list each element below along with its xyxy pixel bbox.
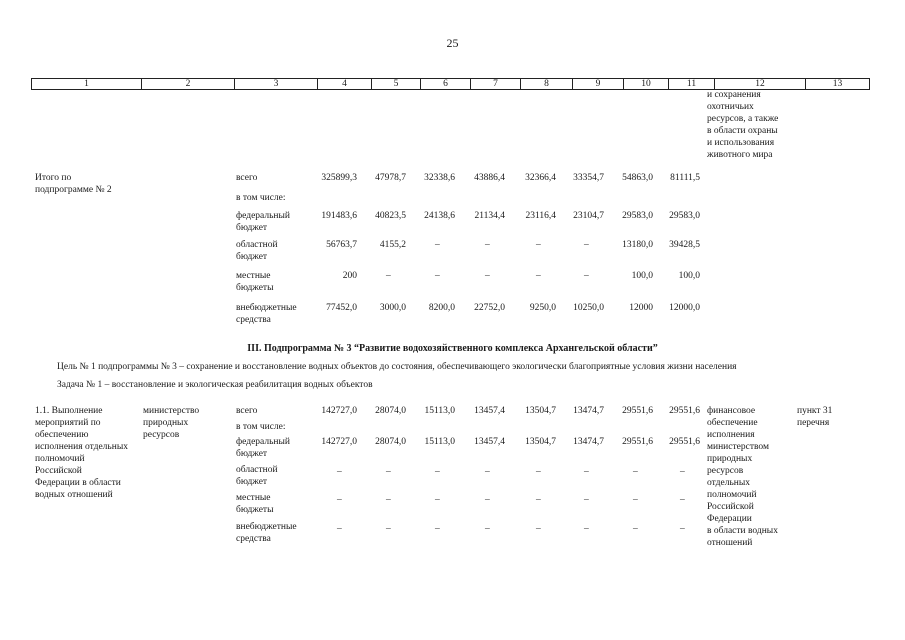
value-cell: 10250,0 — [573, 303, 604, 313]
value-cell: 12000,0 — [669, 303, 700, 313]
value-cell: 13504,7 — [525, 437, 556, 447]
value-cell: – — [485, 271, 490, 281]
value-cell: 3000,0 — [379, 303, 406, 313]
value-cell: 191483,6 — [321, 211, 357, 221]
value-cell: 13457,4 — [474, 406, 505, 416]
value-cell: 29551,6 — [622, 406, 653, 416]
value-cell: 43886,4 — [474, 173, 505, 183]
reference-line: пункт 31 — [797, 406, 833, 416]
carryover-line: в области охраны — [707, 126, 778, 136]
value-cell: – — [584, 240, 589, 250]
value-cell: 39428,5 — [669, 240, 700, 250]
value-cell: 47978,7 — [375, 173, 406, 183]
column-number: 2 — [142, 79, 235, 90]
value-cell: – — [435, 240, 440, 250]
measure-name-line: Российской — [35, 466, 82, 476]
funding-source-label: бюджеты — [236, 505, 274, 515]
value-cell: 22752,0 — [474, 303, 505, 313]
measure-name-line: обеспечению — [35, 430, 89, 440]
value-cell: – — [435, 467, 440, 477]
value-cell: 200 — [342, 271, 357, 281]
value-cell: – — [337, 495, 342, 505]
value-cell: – — [485, 240, 490, 250]
carryover-line: охотничьих — [707, 102, 754, 112]
value-cell: 13180,0 — [622, 240, 653, 250]
column-number-header — [31, 78, 870, 90]
measure-name-line: водных отношений — [35, 490, 113, 500]
carryover-line: и сохранения — [707, 90, 761, 100]
section-heading: III. Подпрограмма № 3 “Развитие водохозяйственного комплекса Архангельской области” — [247, 343, 658, 354]
funding-source-label: бюджет — [236, 477, 268, 487]
task-text: Задача № 1 – восстановление и экологическая реабилитация водных объектов — [57, 380, 373, 390]
funding-source-label: средства — [236, 534, 271, 544]
measure-name-line: Федерации в области — [35, 478, 121, 488]
value-cell: 100,0 — [678, 271, 700, 281]
value-cell: 13474,7 — [573, 406, 604, 416]
funding-source-label: в том числе: — [236, 422, 286, 432]
value-cell: – — [435, 524, 440, 534]
value-cell: 29551,6 — [622, 437, 653, 447]
value-cell: 81111,5 — [670, 173, 700, 183]
value-cell: 56763,7 — [326, 240, 357, 250]
measure-executor-line: ресурсов — [143, 430, 180, 440]
value-cell: 23104,7 — [573, 211, 604, 221]
expected-result-line: обеспечение — [707, 418, 758, 428]
value-cell: 8200,0 — [428, 303, 455, 313]
value-cell: 32338,6 — [424, 173, 455, 183]
value-cell: 40823,5 — [375, 211, 406, 221]
value-cell: 77452,0 — [326, 303, 357, 313]
funding-source-label: местные — [236, 271, 271, 281]
value-cell: – — [584, 467, 589, 477]
measure-executor-line: природных — [143, 418, 189, 428]
carryover-line: ресурсов, а также — [707, 114, 779, 124]
carryover-line: и использования — [707, 138, 775, 148]
expected-result-line: Российской — [707, 502, 754, 512]
value-cell: 24138,6 — [424, 211, 455, 221]
value-cell: 15113,0 — [424, 437, 455, 447]
funding-source-label: средства — [236, 315, 271, 325]
value-cell: – — [386, 467, 391, 477]
funding-source-label: федеральный — [236, 211, 290, 221]
funding-source-label: бюджет — [236, 449, 268, 459]
column-number: 8 — [521, 79, 573, 90]
value-cell: 29583,0 — [622, 211, 653, 221]
column-number: 10 — [624, 79, 669, 90]
value-cell: – — [337, 467, 342, 477]
funding-source-label: местные — [236, 493, 271, 503]
value-cell: 13474,7 — [573, 437, 604, 447]
carryover-line: животного мира — [707, 150, 773, 160]
value-cell: – — [680, 524, 685, 534]
value-cell: – — [386, 524, 391, 534]
value-cell: – — [337, 524, 342, 534]
column-number: 3 — [235, 79, 318, 90]
value-cell: – — [536, 271, 541, 281]
measure-name-line: мероприятий по — [35, 418, 101, 428]
funding-source-label: в том числе: — [236, 193, 286, 203]
funding-source-label: всего — [236, 406, 258, 416]
value-cell: – — [536, 467, 541, 477]
value-cell: 4155,2 — [379, 240, 406, 250]
value-cell: 29551,6 — [669, 437, 700, 447]
value-cell: – — [435, 271, 440, 281]
value-cell: 12000 — [629, 303, 653, 313]
funding-source-label: федеральный — [236, 437, 290, 447]
value-cell: – — [485, 467, 490, 477]
measure-name-line: 1.1. Выполнение — [35, 406, 103, 416]
value-cell: – — [435, 495, 440, 505]
value-cell: – — [633, 467, 638, 477]
subtotal-label-line: Итого по — [35, 173, 72, 183]
value-cell: – — [485, 495, 490, 505]
funding-source-label: всего — [236, 173, 258, 183]
value-cell: 325899,3 — [321, 173, 357, 183]
column-number: 9 — [573, 79, 624, 90]
value-cell: 32366,4 — [525, 173, 556, 183]
value-cell: 28074,0 — [375, 437, 406, 447]
value-cell: 21134,4 — [474, 211, 505, 221]
column-number: 7 — [471, 79, 521, 90]
value-cell: – — [536, 240, 541, 250]
funding-source-label: областной — [236, 240, 278, 250]
value-cell: 13504,7 — [525, 406, 556, 416]
expected-result-line: исполнения — [707, 430, 755, 440]
funding-source-label: областной — [236, 465, 278, 475]
reference-line: перечня — [797, 418, 830, 428]
column-number: 4 — [318, 79, 372, 90]
column-number: 6 — [421, 79, 471, 90]
value-cell: – — [633, 524, 638, 534]
funding-source-label: бюджет — [236, 252, 268, 262]
column-number: 11 — [669, 79, 715, 90]
expected-result-line: отдельных — [707, 478, 750, 488]
expected-result-line: ресурсов — [707, 466, 744, 476]
funding-source-label: внебюджетные — [236, 303, 297, 313]
value-cell: – — [633, 495, 638, 505]
funding-source-label: бюджеты — [236, 283, 274, 293]
column-number: 5 — [372, 79, 421, 90]
value-cell: – — [536, 524, 541, 534]
expected-result-line: в области водных — [707, 526, 778, 536]
measure-executor-line: министерство — [143, 406, 200, 416]
column-number: 12 — [715, 79, 806, 90]
value-cell: – — [584, 524, 589, 534]
value-cell: – — [680, 495, 685, 505]
subtotal-label-line: подпрограмме № 2 — [35, 185, 112, 195]
expected-result-line: полномочий — [707, 490, 757, 500]
value-cell: – — [386, 495, 391, 505]
measure-name-line: полномочий — [35, 454, 85, 464]
value-cell: 13457,4 — [474, 437, 505, 447]
value-cell: 100,0 — [631, 271, 653, 281]
value-cell: 29583,0 — [669, 211, 700, 221]
value-cell: – — [584, 495, 589, 505]
expected-result-line: финансовое — [707, 406, 756, 416]
page-number: 25 — [446, 36, 459, 50]
value-cell: 9250,0 — [529, 303, 556, 313]
value-cell: – — [584, 271, 589, 281]
funding-source-label: внебюджетные — [236, 522, 297, 532]
value-cell: – — [485, 524, 490, 534]
expected-result-line: Федерации — [707, 514, 752, 524]
value-cell: 15113,0 — [424, 406, 455, 416]
value-cell: 29551,6 — [669, 406, 700, 416]
value-cell: 142727,0 — [321, 437, 357, 447]
column-number: 1 — [32, 79, 142, 90]
measure-name-line: исполнения отдельных — [35, 442, 128, 452]
funding-source-label: бюджет — [236, 223, 268, 233]
value-cell: – — [536, 495, 541, 505]
value-cell: – — [680, 467, 685, 477]
value-cell: 142727,0 — [321, 406, 357, 416]
expected-result-line: министерством — [707, 442, 769, 452]
value-cell: 33354,7 — [573, 173, 604, 183]
value-cell: 23116,4 — [525, 211, 556, 221]
goal-text: Цель № 1 подпрограммы № 3 – сохранение и восстановление водных объектов до состояния, обеспечивающего экологически благоприятные условия жизни населения — [57, 362, 737, 372]
expected-result-line: отношений — [707, 538, 753, 548]
value-cell: 54863,0 — [622, 173, 653, 183]
value-cell: – — [386, 271, 391, 281]
expected-result-line: природных — [707, 454, 753, 464]
column-number: 13 — [806, 79, 870, 90]
value-cell: 28074,0 — [375, 406, 406, 416]
